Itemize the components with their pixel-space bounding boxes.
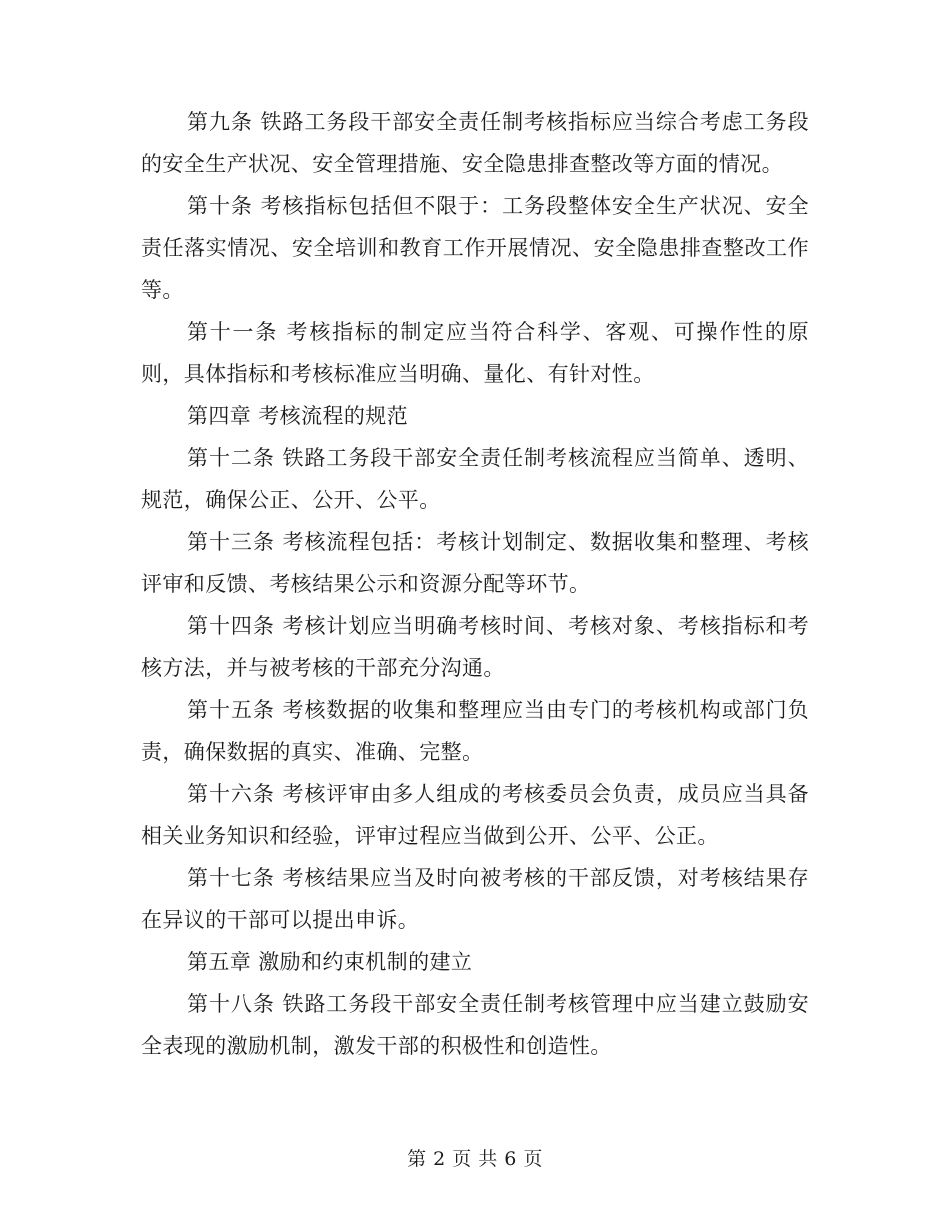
article-16: 第十六条 考核评审由多人组成的考核委员会负责，成员应当具备相关业务知识和经验，评审过程应当做到公开、公平、公正。 xyxy=(141,782,809,848)
article-18: 第十八条 铁路工务段干部安全责任制考核管理中应当建立鼓励安全表现的激励机制，激发干部的积极性和创造性。 xyxy=(141,992,809,1058)
article-10: 第十条 考核指标包括但不限于：工务段整体安全生产状况、安全责任落实情况、安全培训和教育工作开展情况、安全隐患排查整改工作等。 xyxy=(141,194,809,302)
article-14: 第十四条 考核计划应当明确考核时间、考核对象、考核指标和考核方法，并与被考核的干部充分沟通。 xyxy=(141,614,809,680)
chapter-5-heading: 第五章 激励和约束机制的建立 xyxy=(187,950,473,974)
article-13: 第十三条 考核流程包括：考核计划制定、数据收集和整理、考核评审和反馈、考核结果公示和资源分配等环节。 xyxy=(141,530,809,596)
article-9: 第九条 铁路工务段干部安全责任制考核指标应当综合考虑工务段的安全生产状况、安全管理措施、安全隐患排查整改等方面的情况。 xyxy=(141,110,809,176)
article-15: 第十五条 考核数据的收集和整理应当由专门的考核机构或部门负责，确保数据的真实、准确、完整。 xyxy=(141,698,809,764)
article-17: 第十七条 考核结果应当及时向被考核的干部反馈，对考核结果存在异议的干部可以提出申诉。 xyxy=(141,866,809,932)
chapter-4-heading: 第四章 考核流程的规范 xyxy=(187,404,409,428)
article-12: 第十二条 铁路工务段干部安全责任制考核流程应当简单、透明、规范，确保公正、公开、公平。 xyxy=(141,446,809,512)
page-number: 第 2 页 共 6 页 xyxy=(407,1148,543,1170)
page-footer xyxy=(0,1145,950,1173)
document-body xyxy=(141,101,809,1067)
article-11: 第十一条 考核指标的制定应当符合科学、客观、可操作性的原则，具体指标和考核标准应当明确、量化、有针对性。 xyxy=(141,320,809,386)
